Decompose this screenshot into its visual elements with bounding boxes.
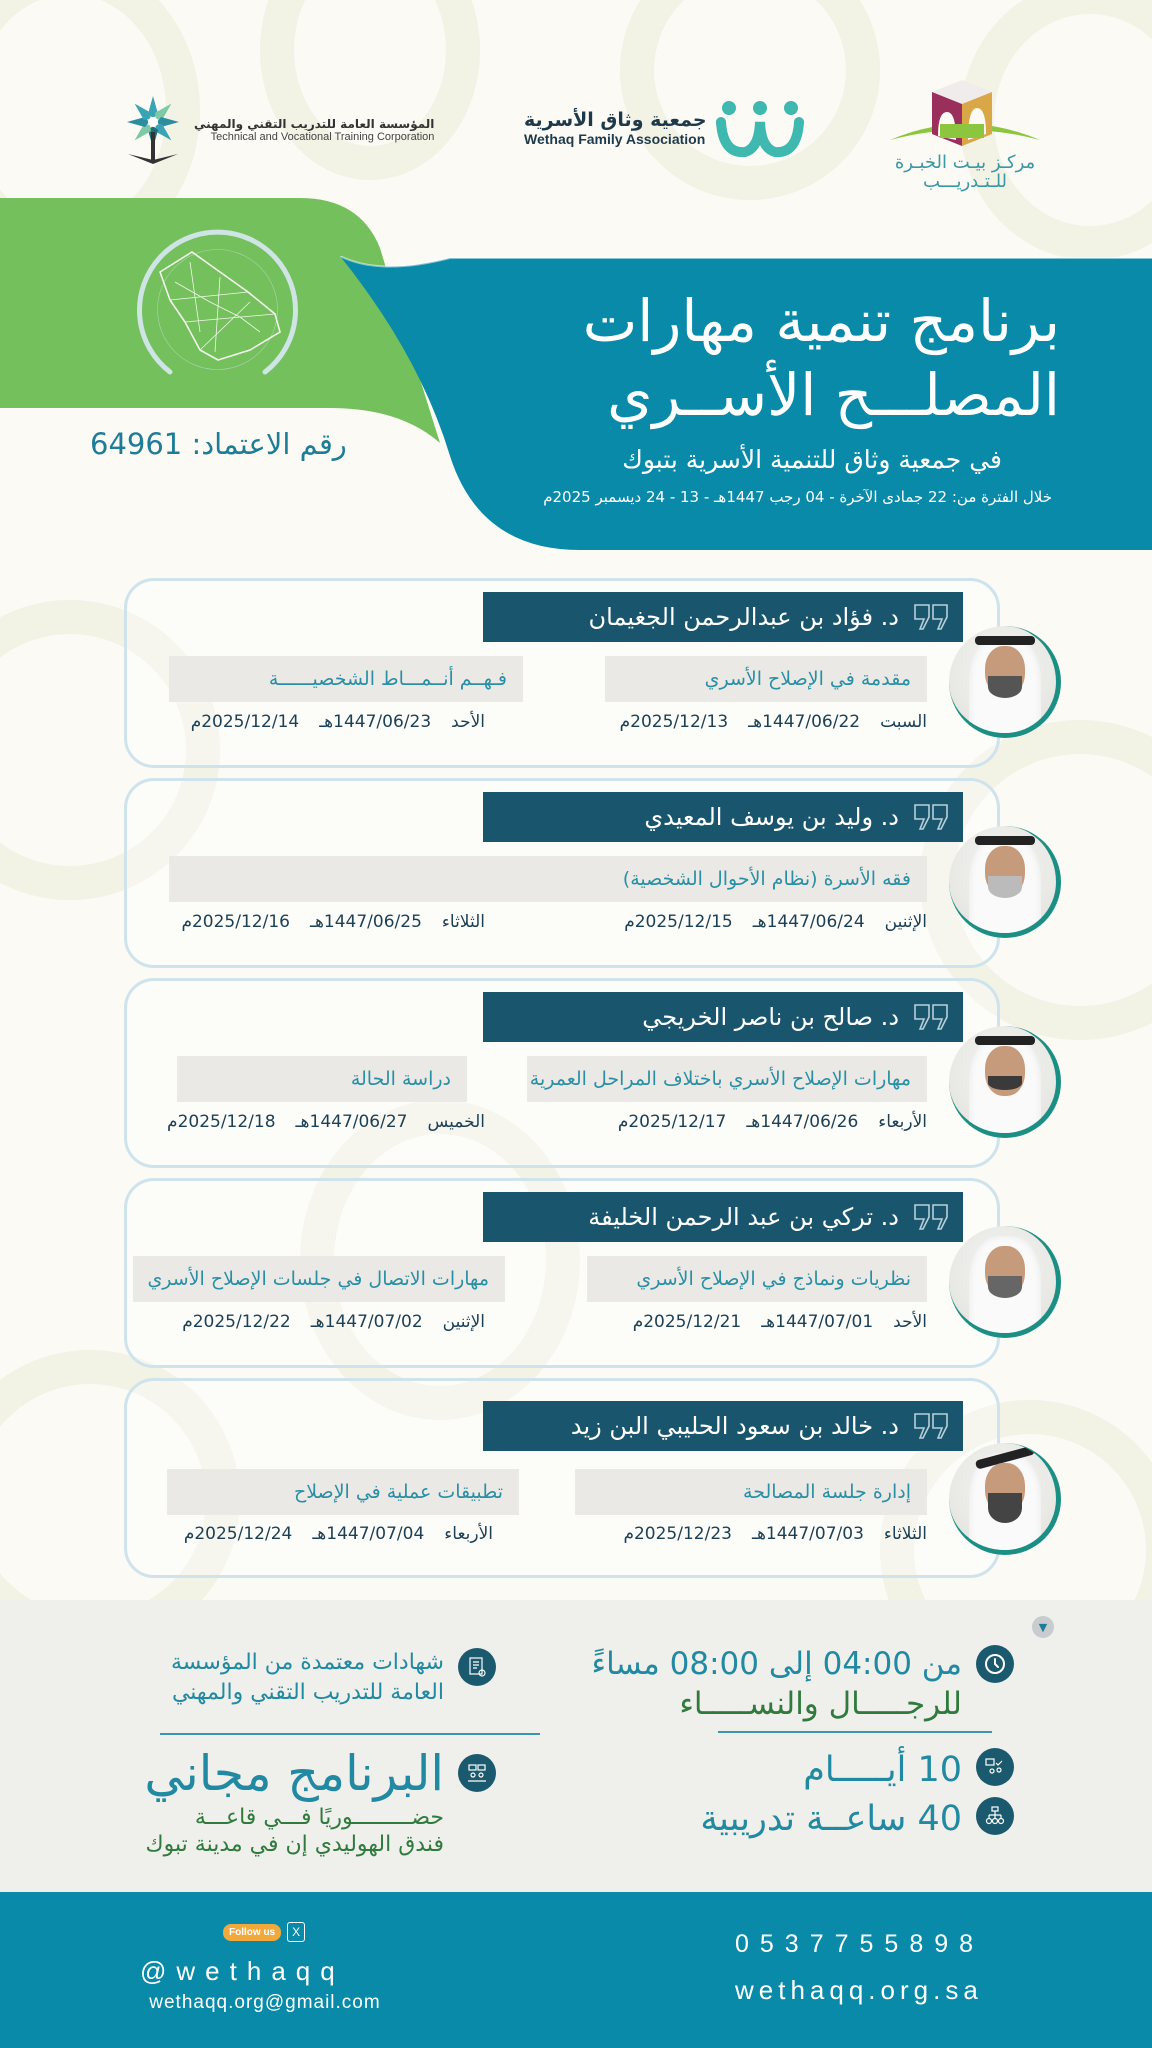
program-subtitle: في جمعية وثاق للتنمية الأسرية بتبوك	[622, 445, 1002, 474]
trainer-name-bar	[483, 1401, 963, 1451]
session-title: فـهــم أنــمـــاط الشخصيــــــة	[169, 656, 523, 702]
session-hijri: 1447/06/25هـ	[309, 912, 422, 932]
session-gregorian: 2025/12/22م	[182, 1312, 291, 1332]
session-day: الثلاثاء	[883, 1524, 927, 1544]
website-link[interactable]: wethaqq.org.sa	[735, 1975, 983, 2005]
hours-info	[700, 1797, 1014, 1841]
session-date	[618, 1112, 927, 1132]
wethaq-name-en: Wethaq Family Association	[524, 131, 706, 147]
trainer-photo	[949, 626, 1061, 738]
wethaq-figures-icon	[715, 98, 805, 158]
divider	[718, 1731, 992, 1733]
trainer-name: د. تركي بن عبد الرحمن الخليفة	[588, 1203, 899, 1231]
time-info	[592, 1645, 1015, 1725]
session-day: الخميس	[427, 1112, 485, 1132]
session-date	[623, 1524, 927, 1544]
quote-icon	[913, 603, 949, 631]
session-title: إدارة جلسة المصالحة	[575, 1469, 927, 1515]
tvtc-name-en: Technical and Vocational Training Corporation	[210, 131, 435, 143]
quote-icon	[913, 803, 949, 831]
session-gregorian: 2025/12/16م	[181, 912, 290, 932]
session-title: نظريات ونماذج في الإصلاح الأسري	[587, 1256, 927, 1302]
trainer-card	[124, 578, 1000, 768]
session-date	[182, 1312, 485, 1332]
tvtc-star-icon	[120, 92, 186, 168]
session-hijri: 1447/07/01هـ	[761, 1312, 874, 1332]
khibrah-name-line2: للـتـدريـــب	[922, 171, 1008, 192]
trainer-photo	[949, 826, 1061, 938]
audience: للرجـــــال والنســـــاء	[679, 1686, 962, 1722]
divider	[160, 1733, 540, 1735]
trainer-name-bar	[483, 1192, 963, 1242]
session-gregorian: 2025/12/14م	[190, 712, 300, 732]
trainer-name-bar	[483, 592, 963, 642]
meeting-icon	[458, 1754, 496, 1792]
session-hijri: 1447/06/23هـ	[319, 712, 432, 732]
program-period: خلال الفترة من: 22 جمادى الآخرة - 04 رجب 1447هـ - 13 - 24 ديسمبر 2025م	[543, 488, 1052, 506]
trainer-name: د. فؤاد بن عبدالرحمن الجغيمان	[588, 603, 899, 631]
contact-footer	[0, 1892, 1152, 2048]
venue-line2: فندق الهوليدي إن في مدينة تبوك	[145, 1832, 444, 1857]
tvtc-name-ar: المؤسسة العامة للتدريب التقني والمهني	[194, 117, 435, 131]
session-hijri: 1447/07/04هـ	[312, 1524, 425, 1544]
trainer-card	[124, 1378, 1000, 1578]
session-day: السبت	[880, 712, 927, 732]
session-day: الثلاثاء	[441, 912, 485, 932]
session-hijri: 1447/06/26هـ	[746, 1112, 859, 1132]
session-gregorian: 2025/12/21م	[632, 1312, 742, 1332]
free-program-info	[144, 1744, 496, 1858]
session-title: مقدمة في الإصلاح الأسري	[605, 656, 927, 702]
training-board-icon	[976, 1748, 1014, 1786]
trainer-card	[124, 978, 1000, 1168]
program-title-line2: المصلـــح الأســري	[607, 361, 1060, 429]
certificate-line1: شهادات معتمدة من المؤسسة	[171, 1650, 444, 1675]
khibrah-name-line1: مركـز بيـت الخبـرة	[894, 152, 1036, 173]
session-gregorian: 2025/12/23م	[623, 1524, 732, 1544]
session-date	[191, 712, 485, 732]
quote-icon	[913, 1412, 949, 1440]
wethaq-name-ar: جمعية وثاق الأسرية	[524, 109, 707, 131]
program-title	[583, 284, 1060, 432]
saudi-map-icon	[130, 222, 305, 397]
khibrah-cube-icon	[880, 74, 1050, 150]
session-day: الأربعاء	[878, 1112, 927, 1132]
days-count: 10 أيـــــام	[803, 1750, 962, 1790]
session-gregorian: 2025/12/13م	[619, 712, 729, 732]
tvtc-logo	[120, 92, 434, 168]
session-hijri: 1447/07/03هـ	[751, 1524, 864, 1544]
session-gregorian: 2025/12/17م	[617, 1112, 727, 1132]
trainer-card	[124, 778, 1000, 968]
accreditation-number: رقم الاعتماد: 64961	[90, 427, 347, 461]
trainer-card	[124, 1178, 1000, 1368]
follow-us[interactable]	[223, 1922, 305, 1942]
trainer-name-bar	[483, 792, 963, 842]
trainer-name: د. صالح بن ناصر الخريجي	[642, 1003, 899, 1031]
triangle-down-icon: ▼	[1032, 1616, 1054, 1638]
session-day: الأربعاء	[444, 1524, 493, 1544]
days-info	[803, 1748, 1014, 1792]
session-title: فقه الأسرة (نظام الأحوال الشخصية)	[169, 856, 927, 902]
quote-icon	[913, 1203, 949, 1231]
x-twitter-icon[interactable]: X	[287, 1922, 305, 1942]
session-title: تطبيقات عملية في الإصلاح	[167, 1469, 519, 1515]
session-date	[184, 1524, 493, 1544]
session-title: مهارات الاتصال في جلسات الإصلاح الأسري	[133, 1256, 505, 1302]
session-day: الإثنين	[442, 1312, 485, 1332]
certificate-icon	[458, 1648, 496, 1686]
flowchart-icon	[976, 1797, 1014, 1835]
quote-icon	[913, 1003, 949, 1031]
session-date	[633, 1312, 927, 1332]
session-hijri: 1447/06/27هـ	[295, 1112, 408, 1132]
session-gregorian: 2025/12/15م	[624, 912, 733, 932]
session-date	[624, 912, 927, 932]
session-hijri: 1447/07/02هـ	[310, 1312, 423, 1332]
session-date	[167, 1112, 485, 1132]
free-program-title: البرنامج مجاني	[144, 1745, 444, 1802]
khibrah-logo	[880, 74, 1050, 192]
phone-number[interactable]: 0537755898	[735, 1930, 985, 1958]
trainer-name: د. خالد بن سعود الحليبي البن زيد	[570, 1412, 899, 1440]
email-link[interactable]: wethaqq.org@gmail.com	[149, 1992, 381, 2013]
session-date	[620, 712, 927, 732]
session-date	[181, 912, 485, 932]
clock-icon	[976, 1645, 1014, 1683]
session-gregorian: 2025/12/24م	[183, 1524, 293, 1544]
partner-logos	[0, 70, 1152, 200]
hours-count: 40 ساعــة تدريبية	[700, 1799, 962, 1839]
session-day: الإثنين	[884, 912, 927, 932]
trainer-name-bar	[483, 992, 963, 1042]
trainer-photo	[949, 1226, 1061, 1338]
session-day: الأحد	[893, 1312, 927, 1332]
time-range: من 04:00 إلى 08:00 مساءً	[591, 1646, 962, 1682]
wethaq-logo	[524, 98, 805, 158]
program-title-line1: برنامج تنمية مهارات	[582, 287, 1060, 355]
trainer-photo	[949, 1026, 1061, 1138]
certificate-info	[171, 1648, 496, 1708]
venue-line1: حضـــــــــوريًا فـــي قاعـــة	[194, 1805, 444, 1830]
session-title: دراسة الحالة	[177, 1056, 467, 1102]
trainer-name: د. وليد بن يوسف المعيدي	[644, 803, 899, 831]
certificate-line2: العامة للتدريب التقني والمهني	[171, 1680, 444, 1705]
trainer-photo	[949, 1443, 1061, 1555]
session-day: الأحد	[451, 712, 485, 732]
session-hijri: 1447/06/22هـ	[748, 712, 861, 732]
session-title: مهارات الإصلاح الأسري باختلاف المراحل العمرية	[527, 1056, 927, 1102]
session-gregorian: 2025/12/18م	[167, 1112, 276, 1132]
social-handle[interactable]: @wethaqq	[140, 1956, 345, 1986]
follow-us-badge[interactable]: Follow us	[223, 1924, 281, 1941]
session-hijri: 1447/06/24هـ	[752, 912, 865, 932]
